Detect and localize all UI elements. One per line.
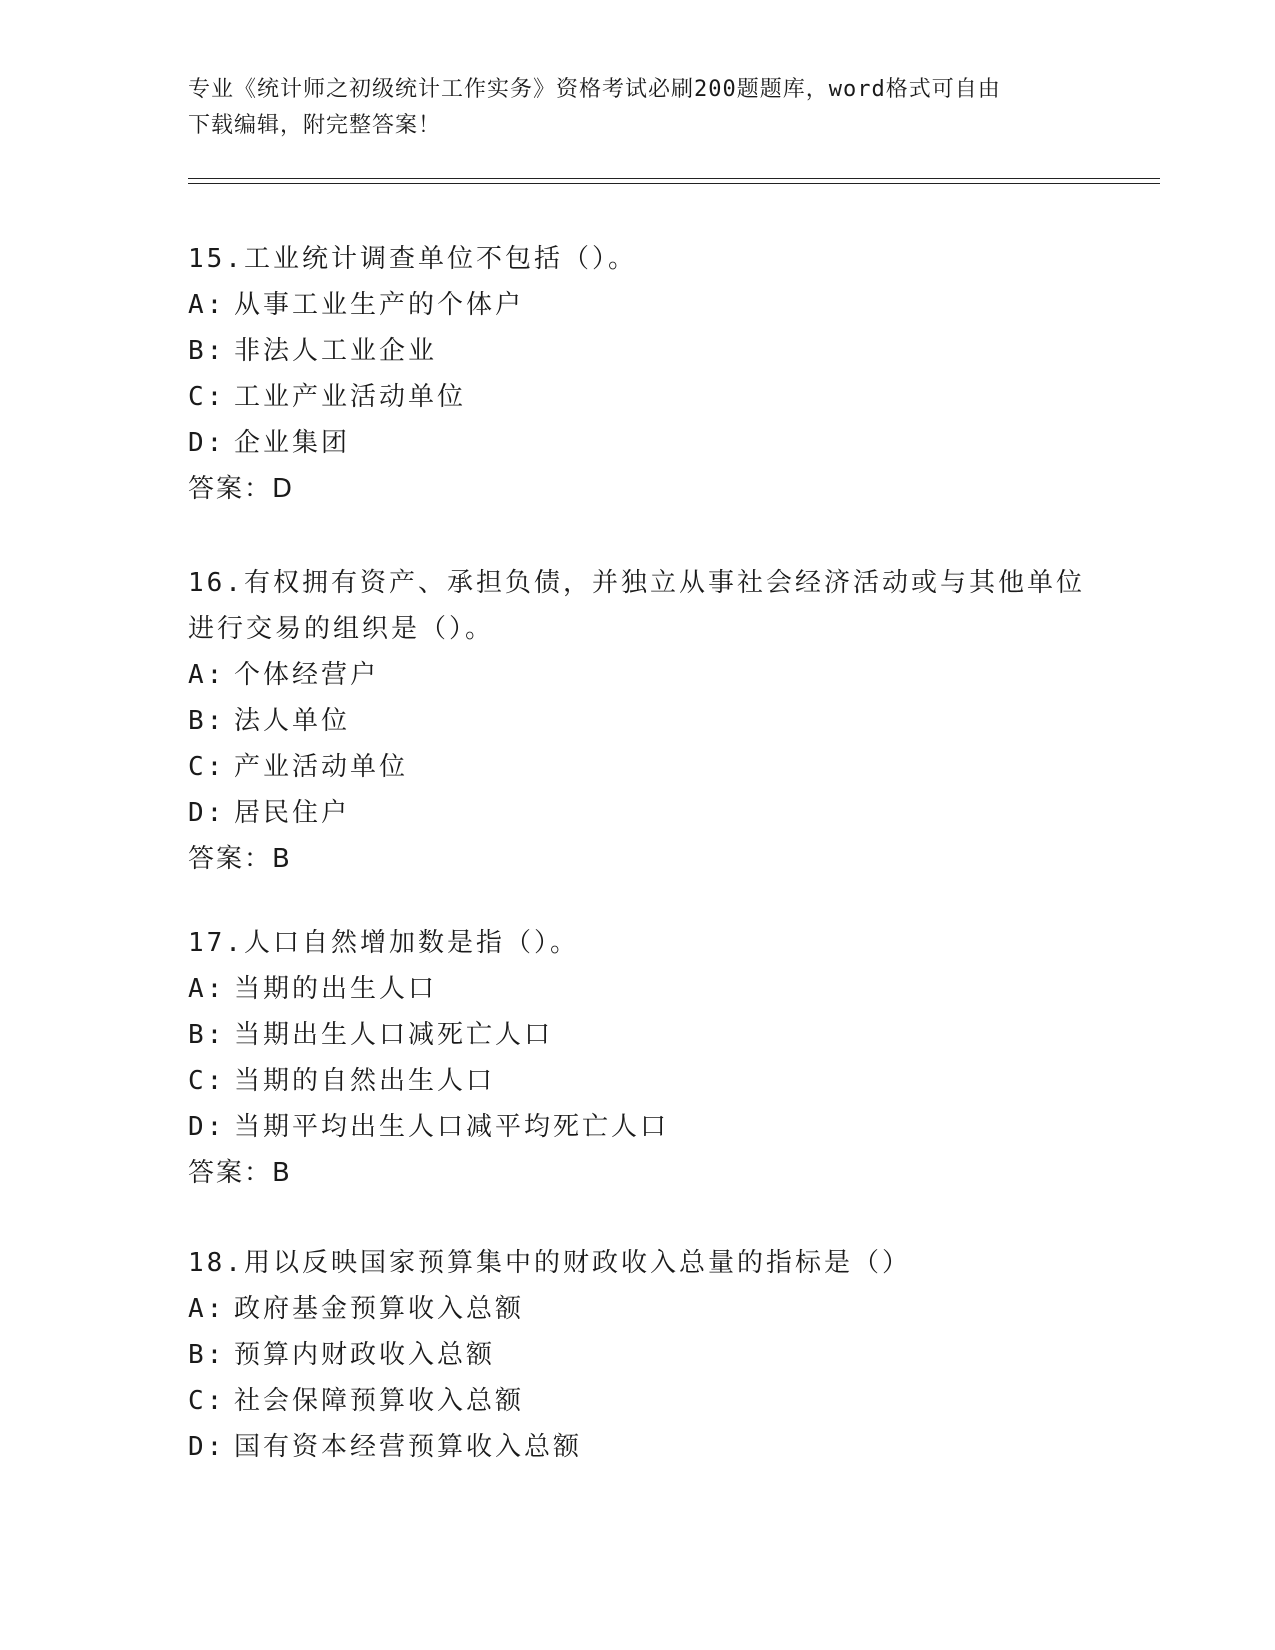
question-title-line-1: 16.有权拥有资产、承担负债，并独立从事社会经济活动或与其他单位 [188, 568, 1085, 598]
option-a [188, 282, 1088, 328]
option-key: A: [188, 290, 226, 320]
header-divider-bottom [188, 183, 1160, 184]
option-text: 工业产业活动单位 [234, 382, 467, 412]
option-text: 居民住户 [234, 798, 351, 828]
option-b [188, 1012, 1088, 1058]
option-key: B: [188, 706, 226, 736]
question-title: 17.人口自然增加数是指（）。 [188, 928, 579, 958]
question-title-line-2: 进行交易的组织是（）。 [188, 614, 495, 644]
question-title: 15.工业统计调查单位不包括（）。 [188, 244, 637, 274]
option-key: C: [188, 752, 226, 782]
option-b [188, 698, 1088, 744]
option-text: 国有资本经营预算收入总额 [234, 1432, 583, 1462]
option-text: 社会保障预算收入总额 [234, 1386, 525, 1416]
option-c [188, 1378, 1088, 1424]
answer: 答案：D [188, 474, 295, 504]
option-key: B: [188, 336, 226, 366]
answer: 答案：B [188, 1158, 292, 1188]
header-divider-top [188, 178, 1160, 179]
option-text: 当期的自然出生人口 [234, 1066, 496, 1096]
question-15 [188, 236, 1088, 512]
option-key: D: [188, 798, 226, 828]
question-title: 18.用以反映国家预算集中的财政收入总量的指标是（） [188, 1248, 911, 1278]
question-16 [188, 560, 1088, 882]
option-a [188, 966, 1088, 1012]
option-key: B: [188, 1340, 226, 1370]
option-key: C: [188, 1066, 226, 1096]
option-c [188, 374, 1088, 420]
document-header [188, 72, 1088, 144]
option-text: 政府基金预算收入总额 [234, 1294, 525, 1324]
option-key: A: [188, 1294, 226, 1324]
answer: 答案：B [188, 844, 292, 874]
option-text: 非法人工业企业 [234, 336, 438, 366]
option-text: 从事工业生产的个体户 [234, 290, 525, 320]
option-key: D: [188, 428, 226, 458]
option-c [188, 1058, 1088, 1104]
option-b [188, 1332, 1088, 1378]
option-text: 当期出生人口减死亡人口 [234, 1020, 554, 1050]
option-text: 当期的出生人口 [234, 974, 438, 1004]
option-text: 企业集团 [234, 428, 351, 458]
option-key: C: [188, 382, 226, 412]
option-b [188, 328, 1088, 374]
option-key: B: [188, 1020, 226, 1050]
option-d [188, 420, 1088, 466]
option-c [188, 744, 1088, 790]
option-key: A: [188, 660, 226, 690]
header-line-2: 下载编辑，附完整答案！ [188, 113, 442, 138]
option-a [188, 652, 1088, 698]
option-key: D: [188, 1112, 226, 1142]
option-text: 预算内财政收入总额 [234, 1340, 496, 1370]
header-line-1: 专业《统计师之初级统计工作实务》资格考试必刷200题题库，word格式可自由 [188, 77, 1001, 102]
option-d [188, 790, 1088, 836]
option-d [188, 1104, 1088, 1150]
option-text: 法人单位 [234, 706, 351, 736]
question-17 [188, 920, 1088, 1196]
option-d [188, 1424, 1088, 1470]
option-key: C: [188, 1386, 226, 1416]
option-text: 个体经营户 [234, 660, 380, 690]
option-a [188, 1286, 1088, 1332]
option-text: 当期平均出生人口减平均死亡人口 [234, 1112, 670, 1142]
option-text: 产业活动单位 [234, 752, 409, 782]
option-key: A: [188, 974, 226, 1004]
question-18 [188, 1240, 1088, 1470]
option-key: D: [188, 1432, 226, 1462]
